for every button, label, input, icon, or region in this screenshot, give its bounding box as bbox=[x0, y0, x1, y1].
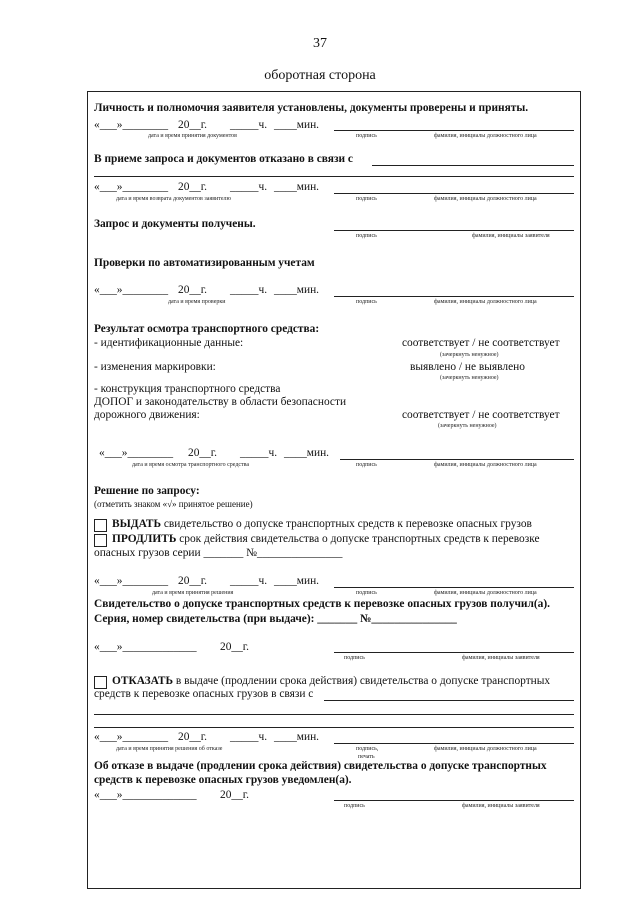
identity-official-caption: фамилия, инициалы должностного лица bbox=[434, 133, 537, 139]
auto-check-hour[interactable]: _____ч. bbox=[230, 284, 268, 296]
auto-check-official-caption: фамилия, инициалы должностного лица bbox=[434, 299, 537, 305]
certificate-series-label[interactable]: Серия, номер свидетельства (при выдаче): _______ №_______________ bbox=[94, 613, 457, 625]
decision-minute[interactable]: ____мин. bbox=[274, 575, 320, 587]
page-number: 37 bbox=[313, 36, 327, 51]
inspection-ident-value[interactable]: соответствует / не соответствует bbox=[402, 337, 560, 349]
identity-minute[interactable]: ____мин. bbox=[274, 119, 320, 131]
certificate-received-applicant-caption: фамилия, инициалы заявителя bbox=[462, 655, 540, 661]
auto-check-minute[interactable]: ____мин. bbox=[274, 284, 320, 296]
inspection-design-value[interactable]: соответствует / не соответствует bbox=[402, 409, 560, 421]
decision-signature-line[interactable] bbox=[334, 587, 574, 588]
extend-option-text: срок действия свидетельства о допуске транспортных средств к перевозке bbox=[179, 533, 540, 545]
decision-title: Решение по запросу: bbox=[94, 485, 200, 497]
refuse-reason-line-1[interactable] bbox=[324, 700, 574, 701]
refuse-year[interactable]: 20__г. bbox=[178, 731, 208, 743]
refused-hour[interactable]: _____ч. bbox=[230, 181, 268, 193]
refuse-hour[interactable]: _____ч. bbox=[230, 731, 268, 743]
refuse-datetime-caption: дата и время принятия решения об отказе bbox=[116, 746, 223, 752]
decision-hour[interactable]: _____ч. bbox=[230, 575, 268, 587]
auto-check-signature-caption: подпись bbox=[356, 299, 377, 305]
inspection-marking-value[interactable]: выявлено / не выявлено bbox=[410, 361, 525, 373]
inspection-strike-note-3: (зачеркнуть ненужное) bbox=[438, 423, 497, 429]
inspection-datetime-caption: дата и время осмотра транспортного средства bbox=[132, 462, 250, 468]
decision-subtitle: (отметить знаком «√» принятое решение) bbox=[94, 499, 253, 509]
decision-official-caption: фамилия, инициалы должностного лица bbox=[434, 590, 537, 596]
auto-check-signature-line[interactable] bbox=[334, 296, 574, 297]
issue-option-text: свидетельство о допуске транспортных средств к перевозке опасных грузов bbox=[163, 518, 532, 530]
certificate-received-date[interactable]: «___»_____________ bbox=[94, 641, 197, 653]
identity-signature-line[interactable] bbox=[334, 130, 574, 131]
inspection-design-line-1: - конструкция транспортного средства bbox=[94, 383, 281, 395]
refuse-notified-line-1: Об отказе в выдаче (продлении срока действия) свидетельства о допуске транспортных bbox=[94, 760, 547, 772]
refuse-notified-date[interactable]: «___»_____________ bbox=[94, 789, 197, 801]
refuse-notified-applicant-caption: фамилия, инициалы заявителя bbox=[462, 803, 540, 809]
certificate-received-signature-line[interactable] bbox=[334, 652, 574, 653]
inspection-title: Результат осмотра транспортного средства: bbox=[94, 323, 320, 335]
identity-date[interactable]: «___»________ bbox=[94, 119, 169, 131]
refuse-notified-signature-line[interactable] bbox=[334, 800, 574, 801]
refused-signature-caption: подпись bbox=[356, 196, 377, 202]
identity-year[interactable]: 20__г. bbox=[178, 119, 208, 131]
refuse-minute[interactable]: ____мин. bbox=[274, 731, 320, 743]
refuse-notified-year[interactable]: 20__г. bbox=[220, 789, 250, 801]
extend-checkbox[interactable] bbox=[94, 534, 107, 547]
inspection-marking-label: - изменения маркировки: bbox=[94, 361, 216, 373]
refused-reason-line-1[interactable] bbox=[372, 165, 574, 166]
certificate-received-year[interactable]: 20__г. bbox=[220, 641, 250, 653]
decision-signature-caption: подпись bbox=[356, 590, 377, 596]
extend-option bbox=[112, 534, 540, 545]
refuse-stamp-caption: печать bbox=[358, 754, 375, 760]
refused-minute[interactable]: ____мин. bbox=[274, 181, 320, 193]
side-label: оборотная сторона bbox=[264, 68, 376, 83]
refuse-signature-caption: подпись, bbox=[356, 746, 379, 752]
extend-option-line-2[interactable]: опасных грузов серии _______ №_______________ bbox=[94, 547, 343, 559]
refuse-reason-line-3[interactable] bbox=[94, 727, 574, 728]
inspection-strike-note-2: (зачеркнуть ненужное) bbox=[440, 375, 499, 381]
decision-date[interactable]: «___»________ bbox=[94, 575, 169, 587]
refused-year[interactable]: 20__г. bbox=[178, 181, 208, 193]
inspection-ident-label: - идентификационные данные: bbox=[94, 337, 244, 349]
identity-signature-caption: подпись bbox=[356, 133, 377, 139]
refuse-notified-line-2: средств к перевозке опасных грузов уведомлен(а). bbox=[94, 774, 352, 786]
form-frame bbox=[87, 91, 581, 889]
refuse-option-line-2: средств к перевозке опасных грузов в связи с bbox=[94, 688, 314, 700]
received-applicant-caption: фамилия, инициалы заявителя bbox=[472, 233, 550, 239]
refused-date[interactable]: «___»________ bbox=[94, 181, 169, 193]
extend-option-keyword: ПРОДЛИТЬ bbox=[112, 533, 177, 545]
decision-datetime-caption: дата и время принятия решения bbox=[152, 590, 234, 596]
inspection-design-line-2: ДОПОГ и законодательству в области безопасности bbox=[94, 396, 347, 408]
refuse-option-text: в выдаче (продлении срока действия) свидетельства о допуске транспортных bbox=[175, 675, 551, 687]
identity-title: Личность и полномочия заявителя установлены, документы проверены и приняты. bbox=[94, 102, 529, 114]
refuse-notified-signature-caption: подпись bbox=[344, 803, 365, 809]
auto-check-title: Проверки по автоматизированным учетам bbox=[94, 257, 315, 269]
identity-datetime-caption: дата и время принятия документов bbox=[148, 133, 238, 139]
inspection-hour[interactable]: _____ч. bbox=[240, 447, 278, 459]
issue-option-keyword: ВЫДАТЬ bbox=[112, 518, 161, 530]
received-signature-caption: подпись bbox=[356, 233, 377, 239]
inspection-signature-line[interactable] bbox=[340, 459, 574, 460]
inspection-year[interactable]: 20__г. bbox=[188, 447, 218, 459]
decision-year[interactable]: 20__г. bbox=[178, 575, 208, 587]
refused-title: В приеме запроса и документов отказано в связи с bbox=[94, 153, 353, 165]
refused-official-caption: фамилия, инициалы должностного лица bbox=[434, 196, 537, 202]
identity-hour[interactable]: _____ч. bbox=[230, 119, 268, 131]
received-signature-line[interactable] bbox=[334, 230, 574, 231]
inspection-date[interactable]: «___»________ bbox=[99, 447, 174, 459]
refuse-option-keyword: ОТКАЗАТЬ bbox=[112, 675, 174, 687]
refused-signature-line[interactable] bbox=[334, 193, 574, 194]
inspection-official-caption: фамилия, инициалы должностного лица bbox=[434, 462, 537, 468]
refuse-official-caption: фамилия, инициалы должностного лица bbox=[434, 746, 537, 752]
received-title: Запрос и документы получены. bbox=[94, 218, 256, 230]
auto-check-date[interactable]: «___»________ bbox=[94, 284, 169, 296]
inspection-signature-caption: подпись bbox=[356, 462, 377, 468]
certificate-received-signature-caption: подпись bbox=[344, 655, 365, 661]
inspection-strike-note-1: (зачеркнуть ненужное) bbox=[440, 352, 499, 358]
certificate-received-title: Свидетельство о допуске транспортных средств к перевозке опасных грузов получил(а). bbox=[94, 598, 550, 610]
refuse-option bbox=[112, 676, 550, 687]
refuse-reason-line-2[interactable] bbox=[94, 714, 574, 715]
inspection-minute[interactable]: ____мин. bbox=[284, 447, 330, 459]
issue-checkbox[interactable] bbox=[94, 519, 107, 532]
refuse-date[interactable]: «___»________ bbox=[94, 731, 169, 743]
auto-check-datetime-caption: дата и время проверки bbox=[168, 299, 226, 305]
issue-option bbox=[112, 519, 532, 530]
inspection-design-line-3: дорожного движения: bbox=[94, 409, 200, 421]
refused-reason-line-2[interactable] bbox=[94, 176, 574, 177]
refused-datetime-caption: дата и время возврата документов заявителю bbox=[116, 196, 231, 202]
refuse-signature-line[interactable] bbox=[334, 743, 574, 744]
auto-check-year[interactable]: 20__г. bbox=[178, 284, 208, 296]
